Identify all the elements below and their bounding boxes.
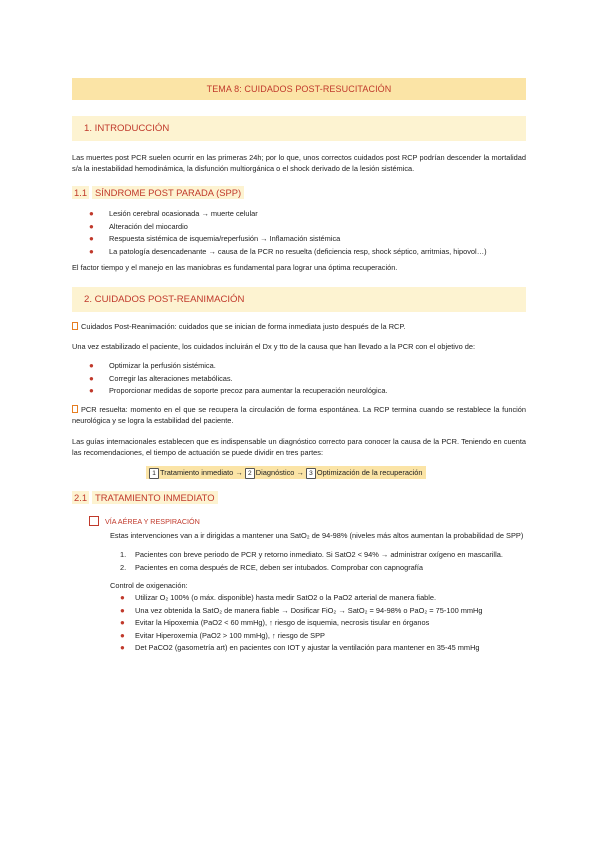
bullet-icon: ● (120, 630, 125, 640)
list-item: ● Evitar la Hipoxemia (PaO2 < 60 mmHg), ↑ riesgo de isquemia, necrosis tisular en órganos (110, 617, 530, 630)
definition-paragraph: Cuidados Post-Reanimación: cuidados que se inician de forma inmediata justo después de la RCP. (72, 321, 526, 332)
airway-steps (110, 549, 530, 574)
arrow-icon: → (235, 468, 243, 477)
bullet-icon: ● (120, 618, 125, 627)
subsection-title: TRATAMIENTO INMEDIATO (92, 491, 217, 504)
phase-label: Diagnóstico (255, 468, 295, 477)
closing-paragraph: El factor tiempo y el manejo en las maniobras es fundamental para lograr una óptima recuperación. (72, 263, 398, 272)
intro-paragraph: Las muertes post PCR suelen ocurrir en las primeras 24h; por lo que, unos correctos cuidados post RCP podrían descender la mortalidad s/a la inestabilidad hemodinámica, la disfunción multiorgánica o el shock derivado de la lesión sistémica. (72, 153, 526, 174)
bullet-icon: ● (89, 373, 94, 383)
checkbox-icon (89, 516, 99, 526)
bullet-icon: ● (120, 643, 125, 652)
subsection-number: 2.1 (74, 492, 88, 503)
phase-label: Tratamiento inmediato (160, 468, 234, 477)
list-item: ● Utilizar O₂ 100% (o máx. disponible) hasta medir SatO2 o la PaO2 arterial de manera fiable. (110, 592, 530, 605)
objectives-list (72, 360, 526, 398)
list-item: ● Alteración del miocardio (72, 221, 526, 234)
bullet-icon: ● (89, 386, 94, 395)
airway-intro: Estas intervenciones van a ir dirigidas a mantener una SatO₂ de 94-98% (niveles más altos aumentan la probabilidad de SPP) (110, 531, 524, 540)
subsection-1-1-heading (72, 184, 244, 201)
bullet-icon: ● (120, 593, 125, 602)
list-item: ● Lesión cerebral ocasionada → muerte celular (72, 208, 526, 221)
bullet-icon: ● (89, 221, 94, 231)
section-1-heading: 1. INTRODUCCIÓN (72, 116, 526, 141)
bullet-icon: ● (120, 605, 125, 615)
list-item: 2. Pacientes en coma después de RCE, deben ser intubados. Comprobar con capnografía (120, 562, 424, 572)
list-item: ● Optimizar la perfusión sistémica. (72, 360, 526, 373)
phase-label: Optimización de la recuperación (316, 468, 423, 477)
bullet-icon: ● (89, 234, 94, 243)
subsection-number: 1.1 (74, 187, 88, 198)
list-item: ● Una vez obtenida la SatO₂ de manera fiable → Dosificar FiO₂ → SatO₂ = 94-98% o PaO₂ = 75-100 mmHg (110, 605, 530, 618)
list-item: ● La patología desencadenante → causa de la PCR no resuelta (deficiencia resp, shock séptico, arritmias, hipovol…) (72, 246, 526, 259)
bullet-icon: ● (89, 209, 94, 218)
spp-list (72, 208, 526, 258)
phase-number: 1 (149, 468, 159, 479)
arrow-icon: → (296, 468, 304, 477)
pcr-resolved-paragraph: PCR resuelta: momento en el que se recupera la circulación de forma espontánea. La RCP termina cuando se restablece la función neurológica y se logra la estabilidad del paciente. (72, 405, 526, 426)
list-item: 1. Pacientes con breve periodo de PCR y retorno inmediato. Si SatO2 < 94% → administrar oxígeno en mascarilla. (120, 550, 503, 559)
phase-number: 3 (306, 468, 316, 479)
phases-flow (146, 466, 426, 479)
list-item: ● Corregir las alteraciones metabólicas. (72, 373, 526, 386)
note-icon (72, 405, 78, 413)
airway-heading: VÍA AÉREA Y RESPIRACIÓN (89, 516, 200, 528)
stabilized-paragraph: Una vez estabilizado el paciente, los cuidados incluirán el Dx y tto de la causa que han llevado a la PCR con el objetivo de: (72, 342, 476, 351)
document-title: TEMA 8: CUIDADOS POST-RESUCITACIÓN (72, 78, 526, 100)
bullet-icon: ● (89, 361, 94, 370)
note-icon (72, 322, 78, 330)
subsection-title: SÍNDROME POST PARADA (SPP) (92, 186, 244, 199)
guidelines-paragraph: Las guías internacionales establecen que es indispensable un diagnóstico correcto para conocer la causa de la PCR. Teniendo en cuenta las recomendaciones, el tiempo de actuación se puede dividir en tres partes: (72, 437, 526, 458)
list-item: ● Proporcionar medidas de soporte precoz para aumentar la recuperación neurológica. (72, 385, 526, 398)
list-item: ● Respuesta sistémica de isquemia/reperfusión → Inflamación sistémica (72, 233, 526, 246)
bullet-icon: ● (89, 246, 94, 256)
control-label: Control de oxigenación: (110, 581, 188, 590)
list-item: ● Det PaCO2 (gasometría art) en pacientes con IOT y ajustar la ventilación para mantener en 35-45 mmHg (110, 642, 530, 655)
section-2-heading: 2. CUIDADOS POST-REANIMACIÓN (72, 287, 526, 312)
control-list (110, 592, 530, 655)
list-item: ● Evitar Hiperoxemia (PaO2 > 100 mmHg), ↑ riesgo de SPP (110, 630, 530, 643)
phase-number: 2 (245, 468, 255, 479)
subsection-2-1-heading (72, 489, 218, 506)
